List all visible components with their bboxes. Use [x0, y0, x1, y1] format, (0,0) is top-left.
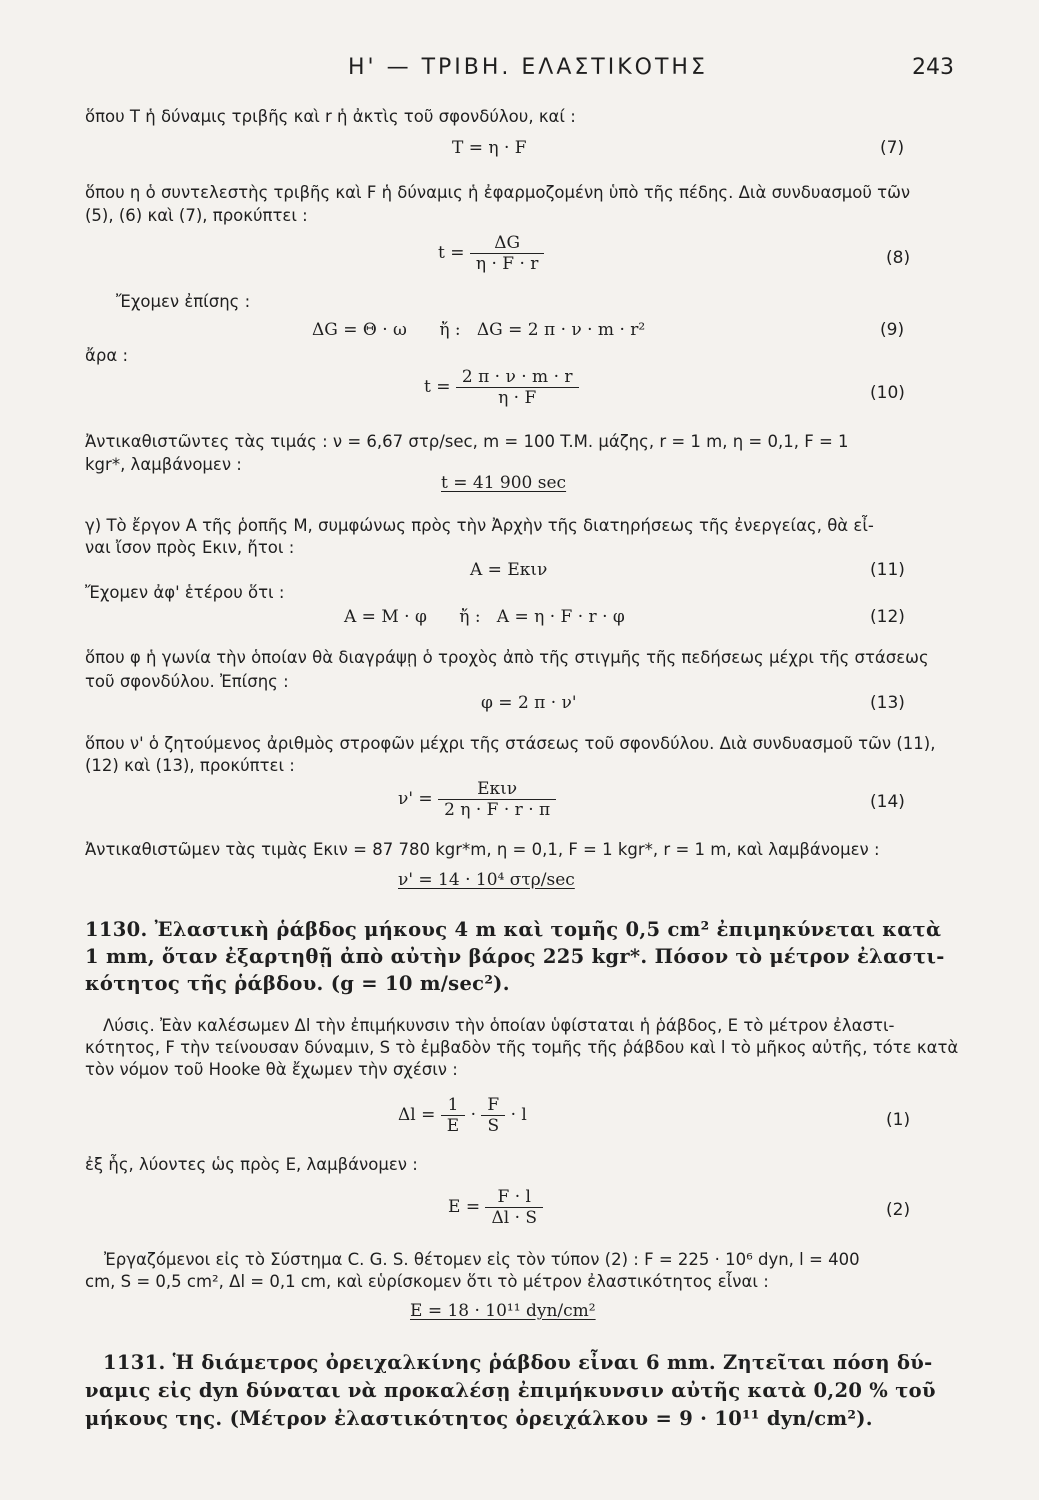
- denominator: η · F: [456, 387, 579, 408]
- numerator: F: [487, 1095, 500, 1115]
- problem-1131-line-2: ναμις εἰς dyn δύναται νὰ προκαλέσῃ ἐπιμήκυνσιν αὐτῆς κατὰ 0,20 % τοῦ: [85, 1379, 936, 1402]
- denominator: E: [441, 1115, 465, 1136]
- problem-1130-line-1: 1130. Ἐλαστικὴ ῥάβδος μήκους 4 m καὶ τομῆς 0,5 cm² ἐπιμηκύνεται κατὰ: [85, 918, 942, 941]
- text-line: ὅπου T ἡ δύναμις τριβῆς καὶ r ἡ ἀκτὶς τοῦ σφονδύλου, καί :: [85, 107, 576, 126]
- text-line: (5), (6) καὶ (7), προκύπτει :: [85, 206, 308, 225]
- numerator: ΔG: [494, 233, 521, 253]
- fraction: [441, 1095, 465, 1136]
- denominator: η · F · r: [470, 253, 545, 274]
- result-nu: ν' = 14 · 10⁴ στρ/sec: [398, 870, 575, 890]
- equation-lhs: ν' =: [398, 789, 433, 809]
- numerator: Eκιν: [477, 779, 518, 799]
- text-line: Ἀντικαθιστῶμεν τὰς τιμὰς Eκιν = 87 780 kgr*m, η = 0,1, F = 1 kgr*, r = 1 m, καὶ λαμβάνομεν :: [85, 840, 880, 859]
- equation-hooke-2: [448, 1187, 543, 1228]
- equation-9: ΔG = Θ · ω ἤ : ΔG = 2 π · ν · m · r²: [312, 320, 646, 340]
- text-line: Ἐργαζόμενοι εἰς τὸ Σύστημα C. G. S. θέτομεν εἰς τὸν τύπον (2) : F = 225 · 10⁶ dyn, l = 400: [104, 1250, 860, 1269]
- text-line: τοῦ σφονδύλου. Ἐπίσης :: [85, 672, 289, 691]
- denominator: Δl · S: [485, 1207, 543, 1228]
- fraction: [485, 1187, 543, 1228]
- fraction: [481, 1095, 505, 1136]
- operator: ·: [470, 1105, 477, 1125]
- equation-11: A = Eκιν: [470, 560, 548, 580]
- equation-lhs: t =: [424, 377, 451, 397]
- text-line: Ἔχομεν ἀφ' ἑτέρου ὅτι :: [85, 583, 285, 602]
- equation-7: T = η · F: [452, 138, 527, 158]
- denominator: S: [481, 1115, 505, 1136]
- numerator: F · l: [497, 1187, 531, 1207]
- text-line: cm, S = 0,5 cm², Δl = 0,1 cm, καὶ εὑρίσκομεν ὅτι τὸ μέτρον ἐλαστικότητος εἶναι :: [85, 1272, 769, 1291]
- equation-lhs: Δl =: [398, 1105, 436, 1125]
- text-line: kgr*, λαμβάνομεν :: [85, 455, 242, 474]
- problem-1130-line-2: 1 mm, ὅταν ἐξαρτηθῇ ἀπὸ αὐτὴν βάρος 225 kgr*. Πόσον τὸ μέτρον ἐλαστι-: [85, 945, 945, 968]
- equation-8: [438, 233, 544, 274]
- text-line: (12) καὶ (13), προκύπτει :: [85, 756, 295, 775]
- equation-number: (14): [870, 792, 905, 812]
- denominator: 2 η · F · r · π: [438, 799, 556, 820]
- text-line: Λύσις. Ἐὰν καλέσωμεν Δl τὴν ἐπιμήκυνσιν τὴν ὁποίαν ὑφίσταται ἡ ῥάβδος, E τὸ μέτρον ἐλαστι-: [103, 1016, 895, 1035]
- fraction: [438, 779, 556, 820]
- equation-number: (12): [870, 607, 905, 627]
- text-line: ἄρα :: [85, 346, 129, 365]
- text-line: Ἔχομεν ἐπίσης :: [116, 292, 251, 311]
- text-line: τὸν νόμον τοῦ Hooke θὰ ἔχωμεν τὴν σχέσιν :: [85, 1060, 458, 1079]
- running-header: H' — ΤΡΙΒΗ. ΕΛΑΣΤΙΚΟΤΗΣ: [348, 55, 708, 80]
- text-line: ὅπου η ὁ συντελεστὴς τριβῆς καὶ F ἡ δύναμις ἡ ἐφαρμοζομένη ὑπὸ τῆς πέδης. Διὰ συνδυασμοῦ τῶν: [85, 183, 911, 202]
- text-line: Ἀντικαθιστῶντες τὰς τιμάς : ν = 6,67 στρ/sec, m = 100 T.M. μάζης, r = 1 m, η = 0,1, F = 1: [85, 432, 849, 451]
- equation-number: (9): [880, 320, 905, 340]
- text-line: κότητος, F τὴν τείνουσαν δύναμιν, S τὸ ἐμβαδὸν τῆς τομῆς τῆς ῥάβδου καὶ l τὸ μῆκος αὐτῆς, τότε κατὰ: [85, 1038, 959, 1057]
- equation-number: (11): [870, 560, 905, 580]
- equation-12: A = M · φ ἤ : A = η · F · r · φ: [344, 607, 625, 627]
- result-t: t = 41 900 sec: [441, 473, 567, 493]
- equation-number: (7): [880, 138, 905, 158]
- problem-1131-line-3: μήκους της. (Μέτρον ἐλαστικότητος ὀρειχάλκου = 9 · 10¹¹ dyn/cm²).: [85, 1407, 873, 1430]
- equation-lhs: t =: [438, 243, 465, 263]
- equation-number: (2): [886, 1200, 911, 1220]
- result-E: E = 18 · 10¹¹ dyn/cm²: [410, 1301, 596, 1321]
- text-line: ναι ἴσον πρὸς Eκιν, ἤτοι :: [85, 538, 295, 557]
- equation-tail: · l: [510, 1105, 527, 1125]
- equation-13: φ = 2 π · ν': [481, 693, 577, 713]
- equation-number: (8): [886, 248, 911, 268]
- text-line: γ) Τὸ ἔργον A τῆς ῥοπῆς M, συμφώνως πρὸς τὴν Ἀρχὴν τῆς διατηρήσεως τῆς ἐνεργείας, θὰ εἶ-: [85, 516, 874, 535]
- numerator: 2 π · ν · m · r: [461, 367, 573, 387]
- text-line: ὅπου ν' ὁ ζητούμενος ἀριθμὸς στροφῶν μέχρι τῆς στάσεως τοῦ σφονδύλου. Διὰ συνδυασμοῦ τῶν (11),: [85, 734, 936, 753]
- text-line: ἐξ ἧς, λύοντες ὡς πρὸς E, λαμβάνομεν :: [85, 1155, 418, 1174]
- text-line: ὅπου φ ἡ γωνία τὴν ὁποίαν θὰ διαγράψῃ ὁ τροχὸς ἀπὸ τῆς στιγμῆς τῆς πεδήσεως μέχρι τῆς στάσεως: [85, 648, 929, 667]
- page-number: 243: [912, 55, 954, 80]
- equation-number: (1): [886, 1110, 911, 1130]
- fraction: [470, 233, 545, 274]
- problem-1130-line-3: κότητος τῆς ῥάβδου. (g = 10 m/sec²).: [85, 972, 510, 995]
- equation-10: [424, 367, 579, 408]
- equation-number: (13): [870, 693, 905, 713]
- equation-14: [398, 779, 556, 820]
- problem-1131-line-1: 1131. Ἡ διάμετρος ὀρειχαλκίνης ῥάβδου εἶναι 6 mm. Ζητεῖται πόση δύ-: [103, 1351, 933, 1374]
- equation-number: (10): [870, 383, 905, 403]
- equation-hooke-1: [398, 1095, 527, 1136]
- fraction: [456, 367, 579, 408]
- equation-lhs: E =: [448, 1197, 481, 1217]
- numerator: 1: [447, 1095, 459, 1115]
